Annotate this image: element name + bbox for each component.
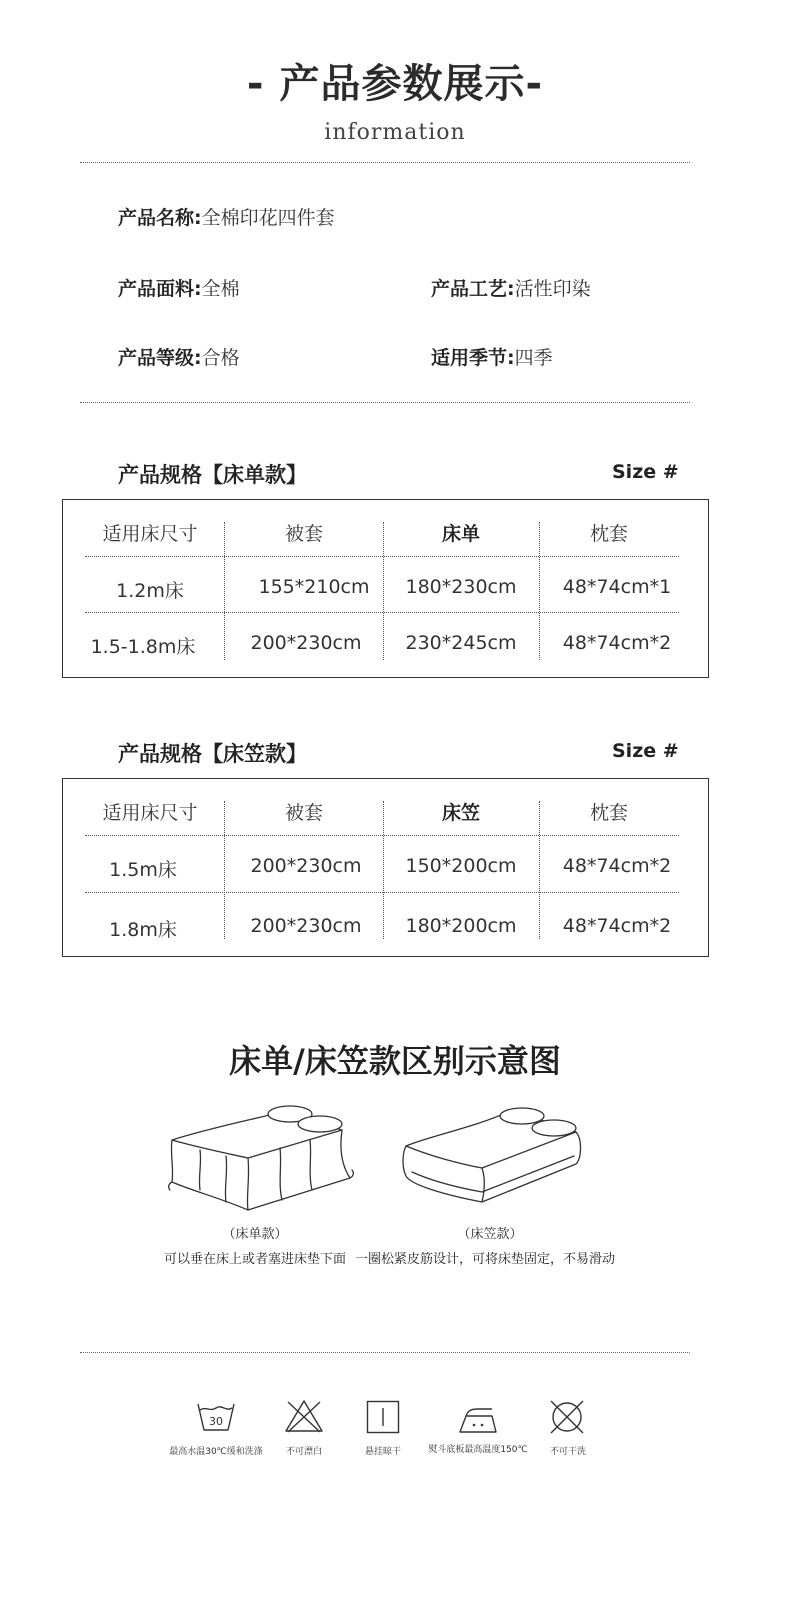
table-cell: 48*74cm*1 [562,576,672,598]
table-cell: 180*230cm [405,576,517,598]
table-header: 适用床尺寸 [102,523,198,545]
table-header: 被套 [284,802,323,824]
table-cell: 1.5-1.8m床 [90,636,196,658]
table-cell: 1.8m床 [109,919,177,941]
divider [80,162,690,163]
info-grade-label: 产品等级: [118,347,202,369]
flat-sheet-illustration [160,1098,360,1218]
info-craft-value: 活性印染 [514,278,591,300]
divider [80,402,690,403]
table-header: 被套 [284,523,323,545]
info-fabric-value: 全棉 [201,278,240,300]
flat-sheet-description: 可以垂在床上或者塞进床垫下面 [163,1252,346,1267]
iron-icon [458,1406,498,1434]
page-title: - 产品参数展示- [246,61,544,107]
care-label-wash: 最高水温30℃缓和洗涤 [169,1447,263,1457]
care-label-iron: 熨斗底板最高温度150℃ [428,1445,528,1455]
no-dry-clean-icon [548,1398,586,1436]
column-divider [224,522,225,660]
info-fabric [118,274,240,301]
table-header: 床笠 [441,802,480,824]
column-divider [224,801,225,939]
care-label-no-dry-clean: 不可干洗 [549,1447,586,1457]
flat-sheet-caption: （床单款） [222,1227,288,1242]
table-cell: 155*210cm [258,576,370,598]
table-header: 枕套 [589,802,628,824]
fitted-sheet-illustration [400,1098,590,1208]
table-cell: 200*230cm [250,915,362,937]
column-divider [383,801,384,939]
table-cell: 48*74cm*2 [562,855,672,877]
sheet-spec-table [62,499,709,678]
row-divider [85,835,679,836]
diagram-title: 床单/床笠款区别示意图 [229,1042,561,1080]
table-cell: 230*245cm [405,632,517,654]
info-season [431,343,553,370]
info-name-value: 全棉印花四件套 [201,207,335,229]
table-cell: 150*200cm [405,855,517,877]
divider [80,1352,690,1353]
sheet-spec-title: 产品规格【床单款】 [118,463,307,487]
table-cell: 1.5m床 [109,859,177,881]
info-season-label: 适用季节: [431,347,515,369]
column-divider [383,522,384,660]
table-cell: 48*74cm*2 [562,915,672,937]
info-grade-value: 合格 [201,347,240,369]
row-divider [85,612,679,613]
row-divider [85,556,679,557]
table-header: 床单 [441,523,480,545]
table-cell: 1.2m床 [116,580,184,602]
hang-dry-icon [366,1400,400,1434]
info-craft [431,274,591,301]
wash-30-icon [196,1400,236,1434]
no-bleach-icon [284,1398,324,1434]
sheet-size-label: Size # [612,461,679,483]
table-cell: 200*230cm [250,632,362,654]
info-grade [118,343,240,370]
info-season-value: 四季 [514,347,553,369]
table-header: 适用床尺寸 [102,802,198,824]
column-divider [539,801,540,939]
info-name-label: 产品名称: [118,207,202,229]
fitted-spec-table [62,778,709,957]
info-fabric-label: 产品面料: [118,278,202,300]
care-label-no-bleach: 不可漂白 [285,1447,322,1457]
table-cell: 200*230cm [250,855,362,877]
care-label-hang-dry: 悬挂晾干 [364,1447,401,1457]
page-subtitle: information [324,120,466,145]
table-cell: 180*200cm [405,915,517,937]
fitted-sheet-caption: （床笠款） [457,1227,523,1242]
table-cell: 48*74cm*2 [562,632,672,654]
column-divider [539,522,540,660]
wash-temperature: 30 [209,1415,223,1428]
info-craft-label: 产品工艺: [431,278,515,300]
fitted-size-label: Size # [612,740,679,762]
fitted-sheet-description: 一圈松紧皮筋设计，可将床垫固定，不易滑动 [354,1252,615,1267]
table-header: 枕套 [589,523,628,545]
row-divider [85,892,679,893]
info-name [118,203,335,230]
fitted-spec-title: 产品规格【床笠款】 [118,742,307,766]
